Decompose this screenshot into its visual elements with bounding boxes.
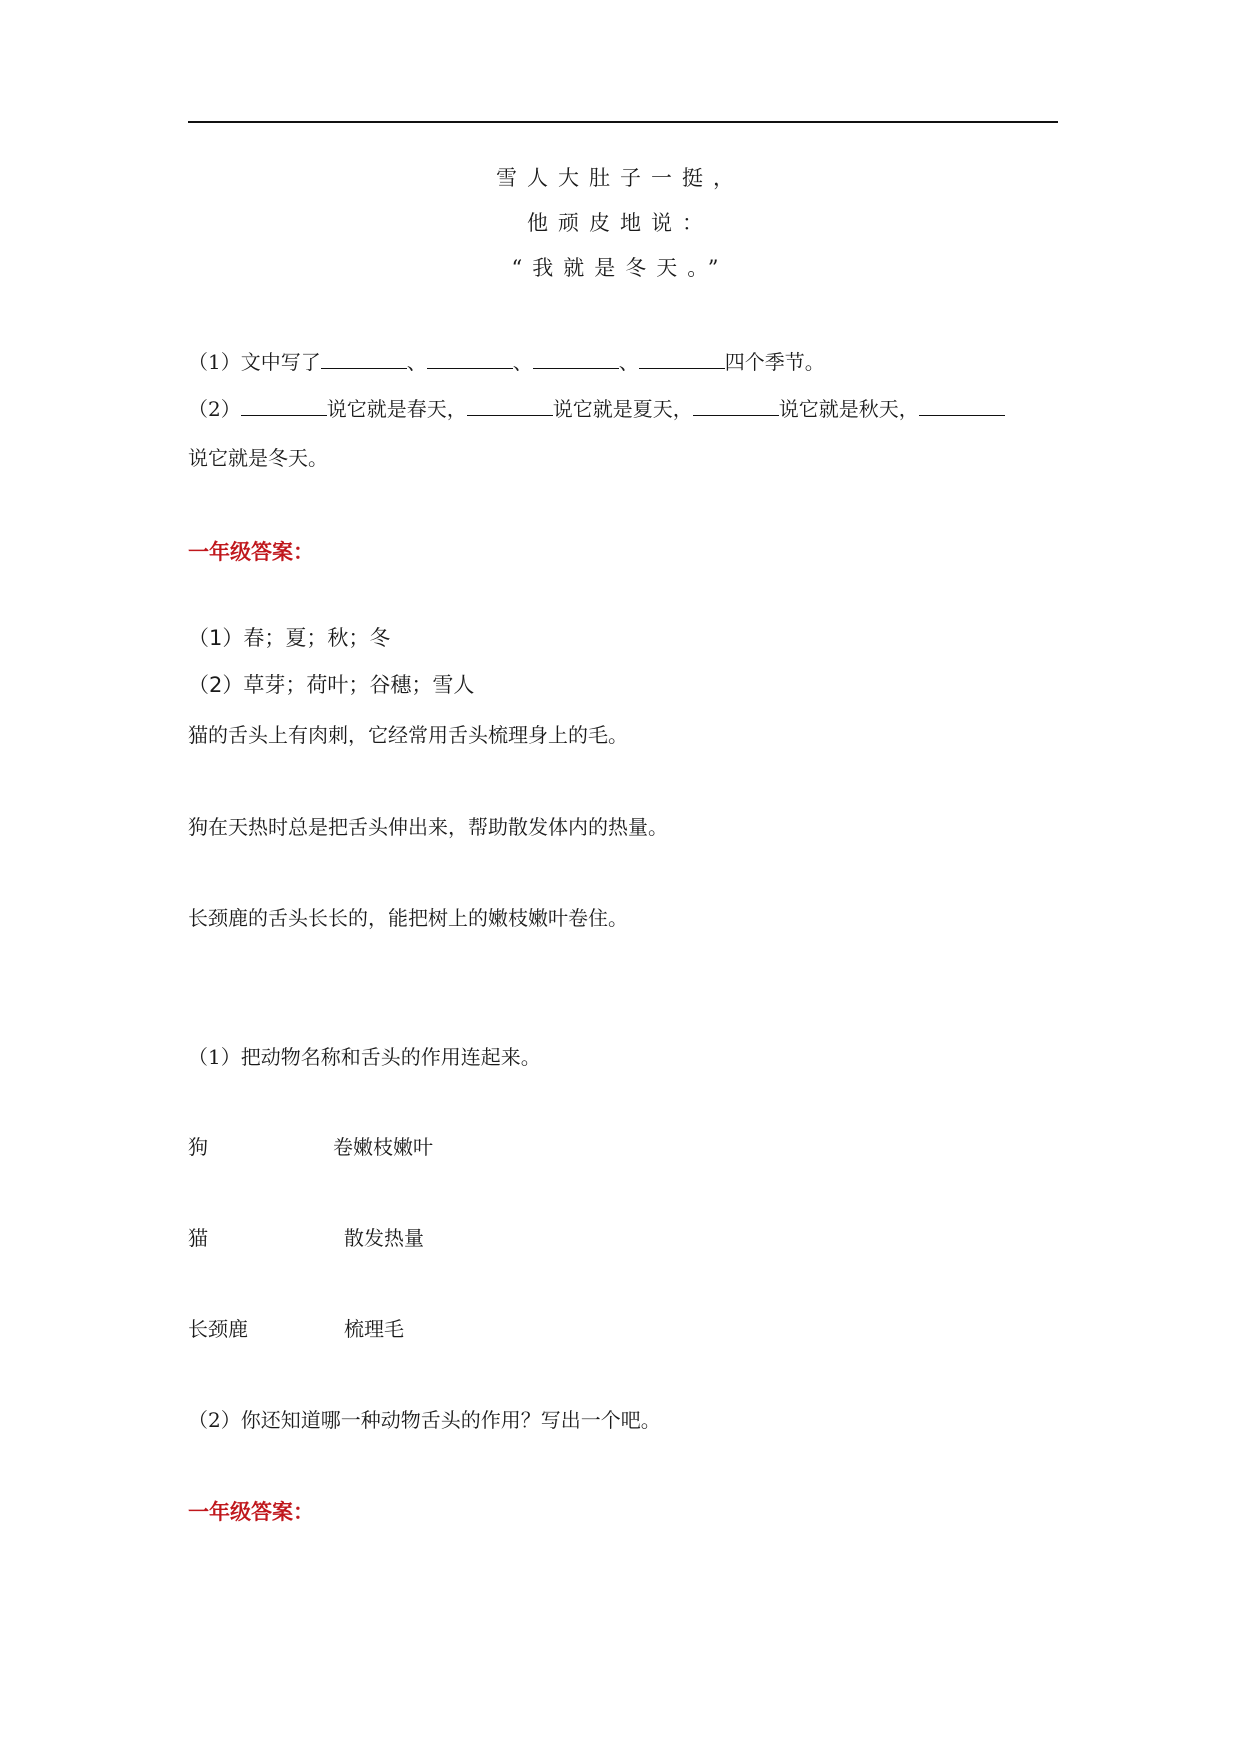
- question-2: [188, 397, 1005, 421]
- answer-heading-1: 一年级答案：: [188, 540, 314, 564]
- animal-dog[interactable]: 狗: [188, 1135, 208, 1159]
- answer-line-1: （1）春；夏；秋；冬: [188, 626, 391, 650]
- blank-2[interactable]: [427, 350, 513, 369]
- question-2-end: 说它就是冬天。: [188, 446, 328, 470]
- question-2-prefix: （2）: [188, 397, 241, 421]
- question-1-prefix: （1）文中写了: [188, 350, 321, 374]
- passage-line-3: 长颈鹿的舌头长长的，能把树上的嫩枝嫩叶卷住。: [188, 906, 628, 930]
- separator: 、: [406, 350, 427, 374]
- blank-6[interactable]: [467, 397, 553, 416]
- poem-line-3: “我就是冬天。”: [511, 256, 729, 280]
- separator: 、: [512, 350, 533, 374]
- function-dissipate-heat[interactable]: 散发热量: [344, 1226, 424, 1250]
- task-1: （1）把动物名称和舌头的作用连起来。: [188, 1045, 541, 1069]
- blank-3[interactable]: [533, 350, 619, 369]
- animal-cat[interactable]: 猫: [188, 1226, 208, 1250]
- question-2-part-2: 说它就是夏天，: [552, 397, 693, 421]
- blank-5[interactable]: [241, 397, 327, 416]
- function-roll-leaves[interactable]: 卷嫩枝嫩叶: [333, 1135, 433, 1159]
- function-groom-fur[interactable]: 梳理毛: [344, 1317, 404, 1341]
- poem-line-1: 雪人大肚子一挺，: [496, 166, 744, 190]
- blank-1[interactable]: [321, 350, 407, 369]
- animal-giraffe[interactable]: 长颈鹿: [188, 1317, 248, 1341]
- question-1: [188, 350, 825, 374]
- blank-4[interactable]: [639, 350, 725, 369]
- passage-line-2: 狗在天热时总是把舌头伸出来，帮助散发体内的热量。: [188, 815, 668, 839]
- answer-heading-2: 一年级答案：: [188, 1500, 314, 1524]
- blank-8[interactable]: [919, 397, 1005, 416]
- question-1-suffix: 四个季节。: [724, 350, 825, 374]
- question-2-part-1: 说它就是春天，: [326, 397, 467, 421]
- blank-7[interactable]: [693, 397, 779, 416]
- passage-line-1: 猫的舌头上有肉刺，它经常用舌头梳理身上的毛。: [188, 723, 628, 747]
- separator: 、: [618, 350, 639, 374]
- question-2-part-3: 说它就是秋天，: [778, 397, 919, 421]
- poem-line-2: 他顽皮地说：: [527, 211, 713, 235]
- answer-line-2: （2）草芽；荷叶；谷穗；雪人: [188, 673, 475, 697]
- top-rule: [188, 121, 1058, 123]
- task-2: （2）你还知道哪一种动物舌头的作用？写出一个吧。: [188, 1408, 661, 1432]
